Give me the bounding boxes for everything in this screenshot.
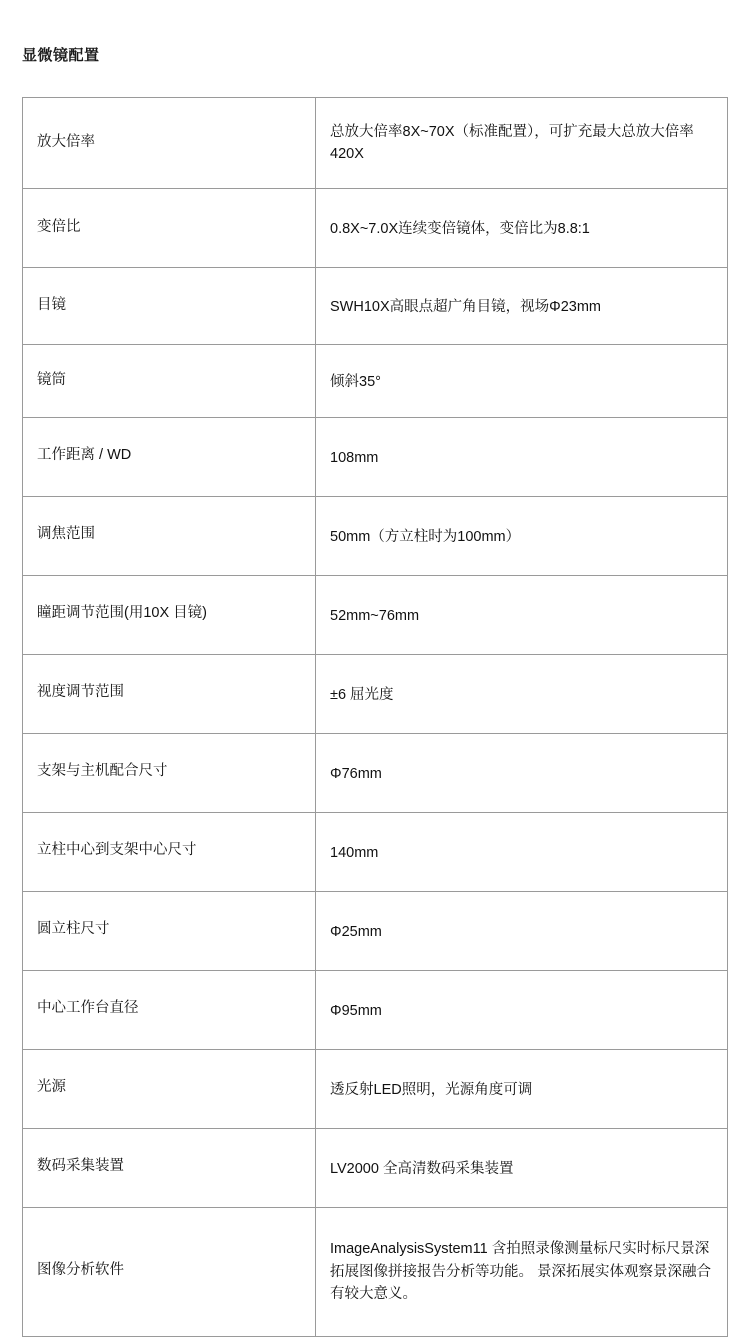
table-row [23,734,728,813]
table-row [23,576,728,655]
table-row [23,497,728,576]
table-row [23,813,728,892]
row-label: 圆立柱尺寸 [23,892,316,971]
row-label: 数码采集装置 [23,1129,316,1208]
row-value: Φ25mm [316,892,728,971]
microscope-spec-table [22,97,728,1337]
table-body [23,98,728,1337]
row-label: 瞳距调节范围(用10X 目镜) [23,576,316,655]
row-label: 镜筒 [23,345,316,418]
row-value: 0.8X~7.0X连续变倍镜体，变倍比为8.8:1 [316,189,728,268]
row-value: 140mm [316,813,728,892]
row-label: 中心工作台直径 [23,971,316,1050]
row-label: 工作距离 / WD [23,418,316,497]
table-row [23,1208,728,1337]
table-row [23,892,728,971]
page-title: 显微镜配置 [22,47,100,64]
row-value: ImageAnalysisSystem11 含拍照录像测量标尺实时标尺景深拓展图像拼接报告分析等功能。 景深拓展实体观察景深融合有较大意义。 [316,1208,728,1337]
table-row [23,1129,728,1208]
row-value: 总放大倍率8X~70X（标准配置），可扩充最大总放大倍率420X [316,98,728,189]
row-label: 放大倍率 [23,98,316,189]
table-row [23,1050,728,1129]
row-value: SWH10X高眼点超广角目镜，视场Φ23mm [316,268,728,345]
row-value: 108mm [316,418,728,497]
table-row [23,655,728,734]
row-value: 50mm（方立柱时为100mm） [316,497,728,576]
row-value: LV2000 全高清数码采集装置 [316,1129,728,1208]
row-label: 图像分析软件 [23,1208,316,1337]
row-label: 变倍比 [23,189,316,268]
row-value: ±6 屈光度 [316,655,728,734]
table-row [23,418,728,497]
row-label: 调焦范围 [23,497,316,576]
table-row [23,345,728,418]
row-value: Φ76mm [316,734,728,813]
row-value: Φ95mm [316,971,728,1050]
table-row [23,98,728,189]
table-row [23,268,728,345]
row-value: 倾斜35° [316,345,728,418]
table-row [23,189,728,268]
row-label: 光源 [23,1050,316,1129]
document-page [0,44,750,1337]
row-label: 视度调节范围 [23,655,316,734]
row-label: 支架与主机配合尺寸 [23,734,316,813]
row-value: 透反射LED照明，光源角度可调 [316,1050,728,1129]
row-label: 目镜 [23,268,316,345]
row-label: 立柱中心到支架中心尺寸 [23,813,316,892]
row-value: 52mm~76mm [316,576,728,655]
table-row [23,971,728,1050]
